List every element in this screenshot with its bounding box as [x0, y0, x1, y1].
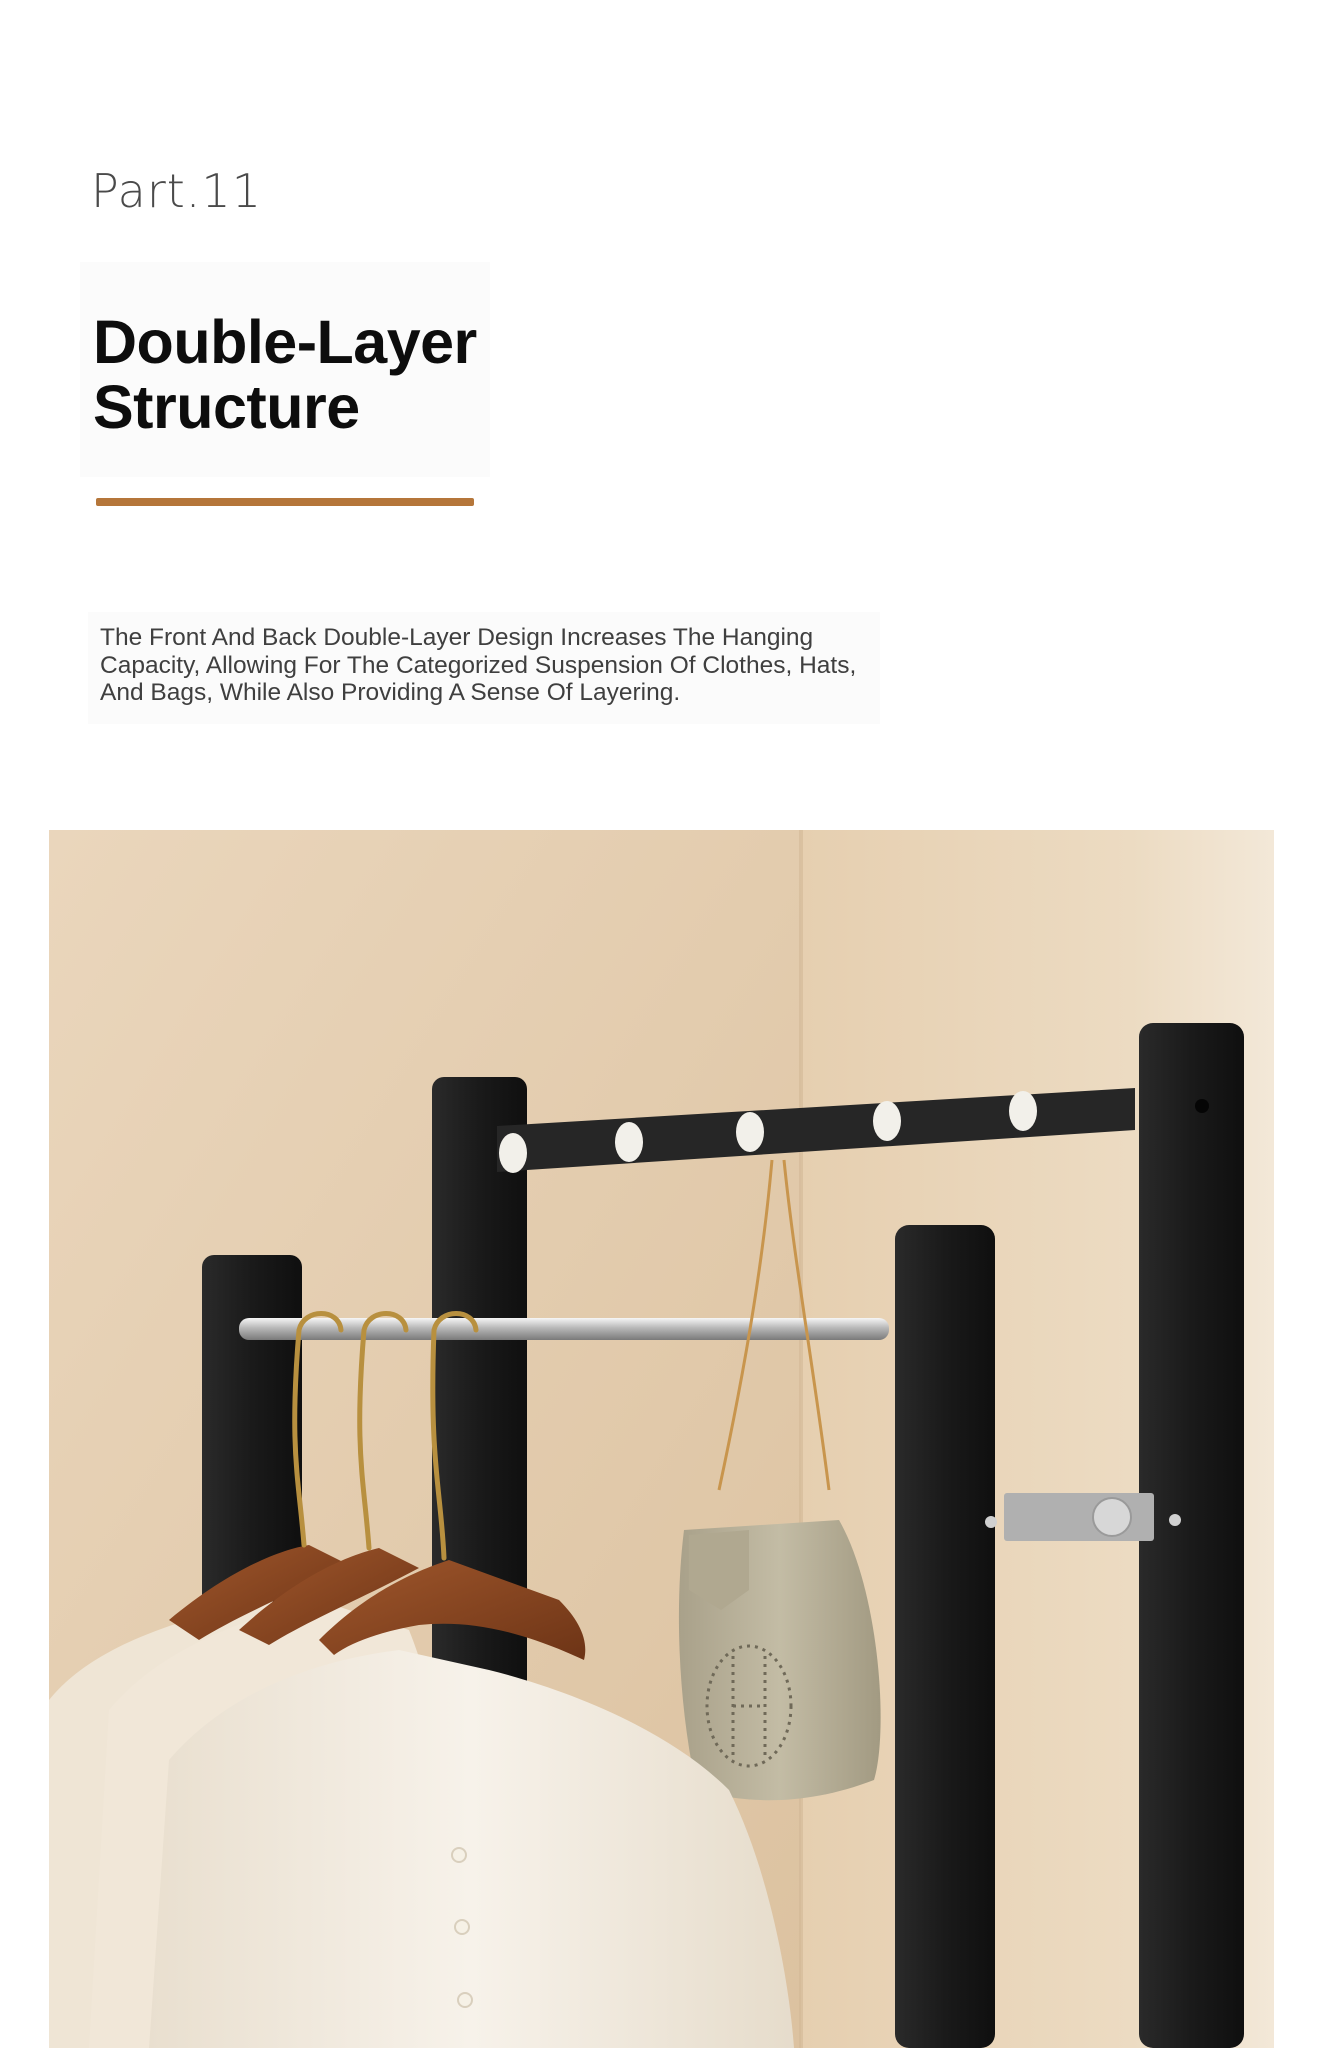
- hook-knob: [499, 1133, 527, 1173]
- screw-hole: [1195, 1099, 1209, 1113]
- wall-corner: [799, 830, 803, 2048]
- screw: [985, 1516, 997, 1528]
- coat-rack-illustration: [49, 830, 1274, 2048]
- product-photo: [49, 830, 1274, 2048]
- front-right-post: [895, 1225, 995, 2048]
- screw: [1169, 1514, 1181, 1526]
- part-number-label: Part.11: [91, 164, 262, 218]
- feature-description: The Front And Back Double-Layer Design Increases The Hanging Capacity, Allowing For The Categorized Suspension Of Clothes, Hats, And Bags, While Also Providing A Sense Of Layering.: [100, 624, 857, 706]
- side-hook-knob: [1093, 1498, 1131, 1536]
- accent-divider: [96, 498, 474, 506]
- hook-knob: [615, 1122, 643, 1162]
- title-line-1: Double-Layer: [93, 308, 477, 376]
- hook-knob: [1009, 1091, 1037, 1131]
- section-title: [93, 310, 477, 440]
- hook-knob: [736, 1112, 764, 1152]
- title-line-2: Structure: [93, 373, 360, 441]
- handbag: [679, 1520, 881, 1800]
- hook-knob: [873, 1101, 901, 1141]
- back-right-post: [1139, 1023, 1244, 2048]
